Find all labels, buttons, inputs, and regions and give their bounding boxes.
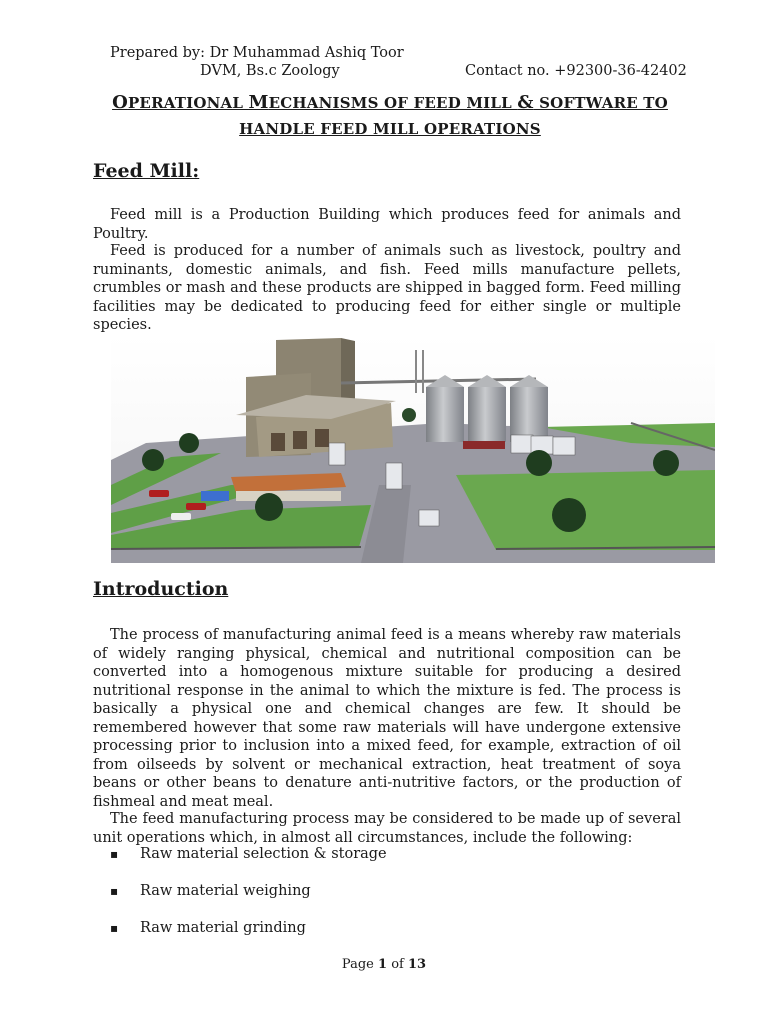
page-number (0, 957, 768, 972)
mill-tower-side (341, 338, 355, 405)
title-part: O (112, 92, 128, 113)
title-part: M (248, 92, 269, 113)
parked-trailers (463, 441, 505, 449)
feed-mill-paragraph-1 (93, 206, 681, 243)
bullet-icon: ▪ (110, 847, 119, 861)
feed-mill-paragraph-2 (93, 242, 681, 335)
truck (329, 443, 345, 465)
car (149, 490, 169, 497)
pool-blue (201, 491, 229, 501)
list-item-text: Raw material selection & storage (140, 846, 387, 862)
bullet-icon: ▪ (110, 884, 119, 898)
title-line-2: HANDLE FEED MILL OPERATIONS (239, 120, 541, 138)
paragraph-text: The process of manufacturing animal feed is a means whereby raw materials of widely ranging physical, chemical and nutritional composition can be converted into a homogenous mixture suitable for producing a desired nutritional response in the animal to which the mixture is fed. The process is basically a physical one and chemical changes are few. It should be remembered however that some raw materials will have undergone extensive processing prior to inclusion into a mixed feed, for example, extraction of oil from oilseeds by solvent or mechanical extraction, heat treatment of soya beans or other beans to denature anti-nutritive factors, or the production of fishmeal and meat meal. (93, 627, 681, 810)
section-heading-introduction: Introduction (93, 578, 229, 600)
grass-area (456, 470, 715, 550)
of-word: of (391, 957, 404, 972)
section-heading-feed-mill: Feed Mill: (93, 160, 200, 182)
current-page: 1 (378, 957, 388, 972)
loading-door (293, 431, 307, 449)
loading-door (315, 429, 329, 447)
page-word: Page (341, 957, 374, 972)
list-item-text: Raw material grinding (140, 920, 306, 936)
car (186, 503, 206, 510)
tree (179, 433, 199, 453)
truck (511, 435, 533, 453)
paragraph-text: The feed manufacturing process may be considered to be made up of several unit operations which, in almost all circumstances, include the following: (93, 811, 681, 846)
bullet-icon: ▪ (110, 921, 119, 935)
truck (386, 463, 402, 489)
document-title (0, 92, 768, 113)
title-part: SOFTWARE TO (533, 94, 668, 112)
tree (526, 450, 552, 476)
title-line-1 (112, 94, 668, 112)
title-part: & (517, 92, 534, 113)
tree (402, 408, 416, 422)
qualifications: DVM, Bs.c Zoology (200, 63, 340, 79)
truck (553, 437, 575, 455)
feed-mill-illustration (111, 335, 715, 563)
title-part: ECHANISMS OF FEED MILL (268, 94, 518, 112)
list-item (110, 920, 306, 936)
total-pages: 13 (407, 957, 427, 972)
introduction-paragraph-1 (93, 626, 681, 811)
paragraph-text: Feed is produced for a number of animals such as livestock, poultry and ruminants, domestic animals, and fish. Feed mills manufacture pellets, crumbles or mash and these products are shipped in bagged form. Feed milling facilities may be dedicated to producing feed for either single or multiple species. (93, 243, 681, 333)
feed-mill-3d-render (111, 335, 715, 563)
list-item (110, 883, 311, 899)
office-building (236, 491, 341, 501)
list-item (110, 846, 387, 862)
list-item-text: Raw material weighing (140, 883, 311, 899)
tree (142, 449, 164, 471)
silo (426, 387, 464, 442)
tree (255, 493, 283, 521)
car (171, 513, 191, 520)
paragraph-text: Feed mill is a Production Building which produces feed for animals and Poultry. (93, 207, 681, 242)
loading-door (271, 433, 285, 451)
introduction-paragraph-2 (93, 810, 681, 847)
contact-number: Contact no. +92300-36-42402 (465, 63, 687, 79)
tree (653, 450, 679, 476)
silo (510, 387, 548, 442)
title-part: PERATIONAL (127, 94, 249, 112)
silo (468, 387, 506, 442)
tree (552, 498, 586, 532)
truck (419, 510, 439, 526)
prepared-by: Prepared by: Dr Muhammad Ashiq Toor (110, 45, 404, 61)
